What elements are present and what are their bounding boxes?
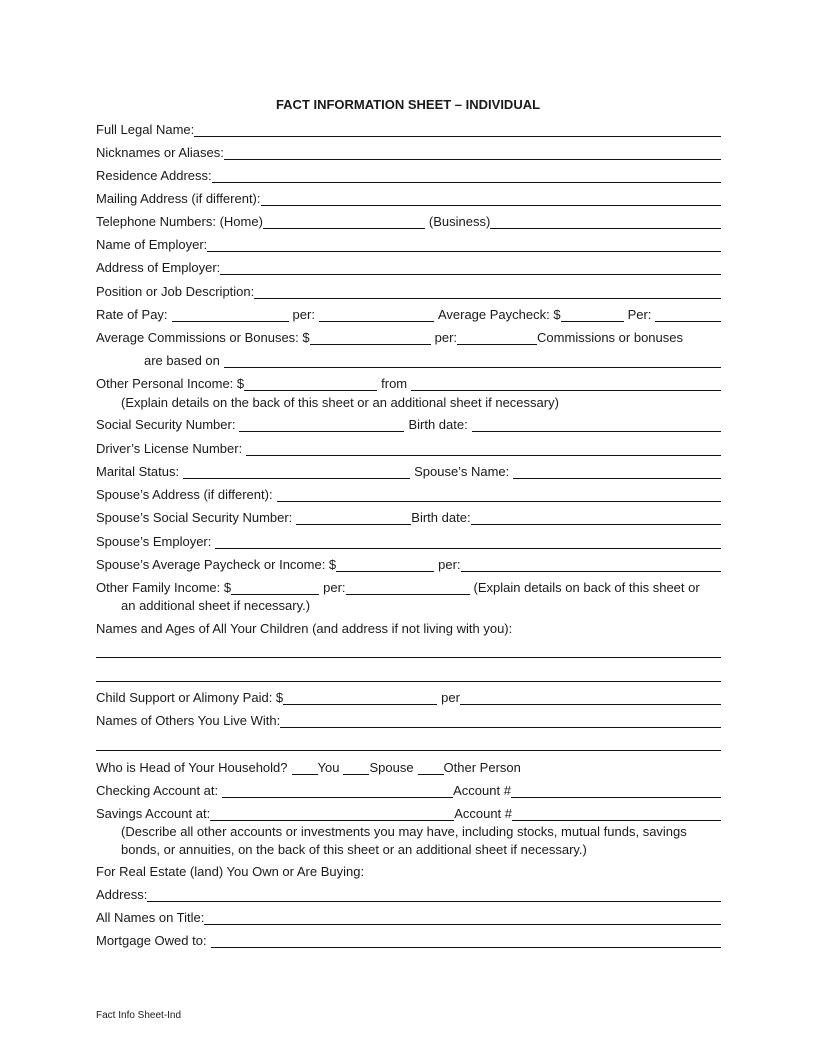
spouse-address-field[interactable] — [277, 487, 721, 502]
commissions-or-bonuses-label: Commissions or bonuses — [537, 330, 683, 345]
others-live-with-field-line-2[interactable] — [96, 750, 721, 751]
checking-label: Checking Account at: — [96, 783, 219, 798]
mailing-address-field[interactable] — [261, 191, 722, 206]
rate-of-pay-field[interactable] — [172, 307, 289, 322]
hh-you-field[interactable] — [292, 760, 318, 775]
row-rate-of-pay — [96, 306, 721, 322]
checking-account-field[interactable] — [511, 783, 721, 798]
row-based-on — [144, 352, 721, 368]
other-income-from-field[interactable] — [411, 376, 721, 391]
savings-account-label: Account # — [454, 806, 513, 821]
family-income-note-a: (Explain details on back of this sheet or — [473, 580, 700, 595]
row-spouse-paycheck — [96, 556, 721, 572]
spouse-paycheck-label: Spouse’s Average Paycheck or Income: $ — [96, 557, 337, 572]
telephone-business-field[interactable] — [490, 214, 721, 229]
address-field[interactable] — [147, 887, 721, 902]
based-on-label: are based on — [144, 353, 220, 368]
nicknames-label: Nicknames or Aliases: — [96, 145, 224, 160]
marital-status-label: Marital Status: — [96, 464, 180, 479]
address-label: Address: — [96, 887, 148, 902]
savings-field[interactable] — [210, 806, 454, 821]
spouse-address-label: Spouse’s Address (if different): — [96, 487, 273, 502]
avg-paycheck-label: Average Paycheck: $ — [437, 307, 561, 322]
row-head-of-household — [96, 759, 721, 775]
other-income-note: (Explain details on the back of this sheet or an additional sheet if necessary) — [121, 395, 559, 410]
hh-other-label: Other Person — [443, 760, 521, 775]
spouse-employer-field[interactable] — [215, 534, 721, 549]
form-title: FACT INFORMATION SHEET – INDIVIDUAL — [275, 97, 541, 112]
row-names-on-title — [96, 909, 721, 925]
commissions-per-field[interactable] — [457, 330, 537, 345]
row-spouse-employer — [96, 533, 721, 549]
other-income-field[interactable] — [244, 376, 377, 391]
row-checking — [96, 782, 721, 798]
row-mortgage — [96, 932, 721, 948]
row-employer-name — [96, 236, 721, 252]
employer-address-label: Address of Employer: — [96, 260, 221, 275]
row-avg-commissions — [96, 329, 721, 345]
checking-field[interactable] — [222, 783, 453, 798]
names-on-title-field[interactable] — [204, 910, 721, 925]
children-field-line-2[interactable] — [96, 681, 721, 682]
row-full-legal-name — [96, 121, 721, 137]
telephone-business-label: (Business) — [428, 214, 491, 229]
children-label: Names and Ages of All Your Children (and address if not living with you): — [96, 621, 513, 636]
drivers-license-field[interactable] — [246, 441, 721, 456]
hh-spouse-field[interactable] — [343, 760, 369, 775]
family-income-note-b: an additional sheet if necessary.) — [121, 598, 311, 613]
paycheck-per-field[interactable] — [655, 307, 721, 322]
others-live-with-field[interactable] — [280, 713, 721, 728]
employer-name-label: Name of Employer: — [96, 237, 208, 252]
ssn-label: Social Security Number: — [96, 417, 236, 432]
row-nicknames — [96, 144, 721, 160]
hh-you-label: You — [317, 760, 340, 775]
telephone-home-label: Telephone Numbers: (Home) — [96, 214, 263, 229]
commissions-per-label: per: — [434, 330, 458, 345]
full-legal-name-field[interactable] — [194, 122, 721, 137]
children-field-line-1[interactable] — [96, 657, 721, 658]
avg-commissions-field[interactable] — [310, 330, 431, 345]
row-address — [96, 886, 721, 902]
spouse-birth-date-label: Birth date: — [411, 510, 471, 525]
rate-per-field[interactable] — [319, 307, 434, 322]
child-support-field[interactable] — [283, 690, 437, 705]
accounts-note-a: (Describe all other accounts or investments you may have, including stocks, mutual funds, savings — [121, 824, 687, 839]
row-savings — [96, 805, 721, 821]
accounts-note-b: bonds, or annuities, on the back of this sheet or an additional sheet if necessary.) — [121, 842, 587, 857]
position-field[interactable] — [254, 284, 721, 299]
row-mailing-address — [96, 190, 721, 206]
avg-commissions-label: Average Commissions or Bonuses: $ — [96, 330, 310, 345]
row-child-support — [96, 689, 721, 705]
avg-paycheck-field[interactable] — [561, 307, 624, 322]
savings-label: Savings Account at: — [96, 806, 211, 821]
spouse-paycheck-per-label: per: — [438, 557, 461, 572]
employer-name-field[interactable] — [207, 237, 721, 252]
row-marital-status — [96, 463, 721, 479]
child-support-label: Child Support or Alimony Paid: $ — [96, 690, 284, 705]
paycheck-per-label: Per: — [627, 307, 652, 322]
birth-date-label: Birth date: — [408, 417, 468, 432]
names-on-title-label: All Names on Title: — [96, 910, 205, 925]
full-legal-name-label: Full Legal Name: — [96, 122, 195, 137]
ssn-field[interactable] — [239, 417, 404, 432]
spouse-birth-date-field[interactable] — [471, 510, 721, 525]
family-income-field[interactable] — [231, 580, 319, 595]
row-real-estate — [96, 863, 721, 879]
position-label: Position or Job Description: — [96, 284, 255, 299]
mortgage-field[interactable] — [211, 933, 721, 948]
row-others-live-with — [96, 712, 721, 728]
row-telephone — [96, 213, 721, 229]
family-income-per-field[interactable] — [346, 580, 470, 595]
hh-spouse-label: Spouse — [369, 760, 414, 775]
page-footer: Fact Info Sheet-Ind — [96, 1010, 182, 1021]
spouse-paycheck-field[interactable] — [336, 557, 434, 572]
row-residence-address — [96, 167, 721, 183]
spouse-name-field[interactable] — [513, 464, 721, 479]
residence-address-field[interactable] — [212, 168, 721, 183]
other-income-from-label: from — [381, 376, 408, 391]
based-on-field[interactable] — [224, 353, 721, 368]
nicknames-field[interactable] — [224, 145, 721, 160]
head-of-household-label: Who is Head of Your Household? — [96, 760, 288, 775]
row-position — [96, 283, 721, 299]
checking-account-label: Account # — [453, 783, 511, 798]
row-employer-address — [96, 259, 721, 275]
other-income-label: Other Personal Income: $ — [96, 376, 245, 391]
rate-of-pay-label: Rate of Pay: — [96, 307, 168, 322]
row-spouse-ssn — [96, 509, 721, 525]
marital-status-field[interactable] — [183, 464, 410, 479]
hh-other-field[interactable] — [418, 760, 444, 775]
family-income-per-label: per: — [323, 580, 346, 595]
rate-per-label: per: — [292, 307, 315, 322]
row-drivers-license — [96, 440, 721, 456]
employer-address-field[interactable] — [220, 260, 721, 275]
savings-account-field[interactable] — [512, 806, 721, 821]
telephone-home-field[interactable] — [263, 214, 425, 229]
child-support-per-label: per — [441, 690, 460, 705]
spouse-ssn-label: Spouse’s Social Security Number: — [96, 510, 293, 525]
mortgage-label: Mortgage Owed to: — [96, 933, 207, 948]
real-estate-label: For Real Estate (land) You Own or Are Buying: — [96, 864, 365, 879]
residence-address-label: Residence Address: — [96, 168, 212, 183]
row-other-income — [96, 375, 721, 391]
family-income-label: Other Family Income: $ — [96, 580, 232, 595]
spouse-paycheck-per-field[interactable] — [461, 557, 721, 572]
child-support-per-field[interactable] — [460, 690, 721, 705]
spouse-name-label: Spouse’s Name: — [414, 464, 510, 479]
spouse-employer-label: Spouse’s Employer: — [96, 534, 212, 549]
birth-date-field[interactable] — [472, 417, 721, 432]
mailing-address-label: Mailing Address (if different): — [96, 191, 261, 206]
spouse-ssn-field[interactable] — [296, 510, 411, 525]
others-live-with-label: Names of Others You Live With: — [96, 713, 281, 728]
drivers-license-label: Driver’s License Number: — [96, 441, 243, 456]
row-ssn — [96, 416, 721, 432]
row-children — [96, 620, 721, 636]
row-spouse-address — [96, 486, 721, 502]
row-family-income — [96, 579, 721, 595]
